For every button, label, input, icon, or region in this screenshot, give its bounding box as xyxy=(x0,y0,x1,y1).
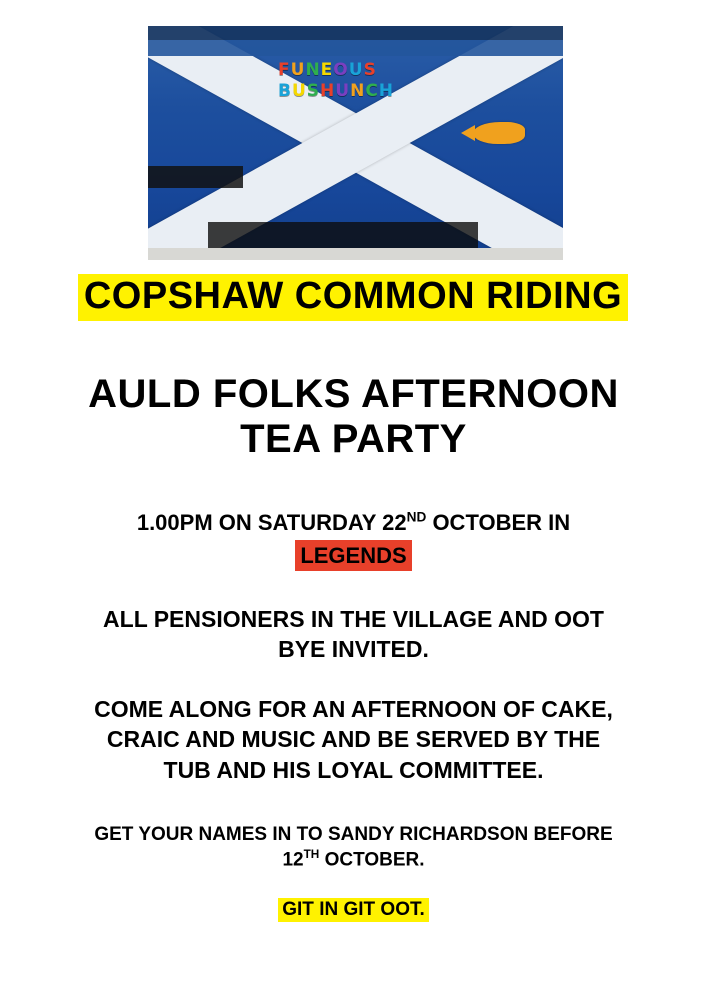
event-date-ordinal: ND xyxy=(406,509,427,525)
footer-slogan xyxy=(40,898,667,922)
description-paragraph-line-3: TUB AND HIS LOYAL COMMITTEE. xyxy=(163,756,544,783)
fish-icon xyxy=(473,122,525,144)
headline-line-2: TEA PARTY xyxy=(240,416,467,461)
description-paragraph-line-2: CRAIC AND MUSIC AND BE SERVED BY THE xyxy=(106,726,601,753)
rsvp-deadline-ordinal: TH xyxy=(303,848,320,862)
rsvp-paragraph-line-2 xyxy=(40,847,667,872)
photo-dark-bar-left xyxy=(148,166,243,188)
saltire-flag-photo xyxy=(148,26,563,260)
banner-letters: FUNEOUS BUSHUNCH xyxy=(278,60,395,101)
headline xyxy=(40,372,667,462)
event-time-prefix: 1.00PM ON SATURDAY 22 xyxy=(136,510,407,535)
page-title xyxy=(44,274,662,321)
headline-line-1: AULD FOLKS AFTERNOON xyxy=(88,372,619,416)
description-paragraph xyxy=(40,694,667,785)
photo-top-shadow xyxy=(148,26,563,40)
rsvp-paragraph xyxy=(40,822,667,872)
event-time-suffix: OCTOBER IN xyxy=(426,510,571,535)
event-venue: LEGENDS xyxy=(295,540,411,572)
invite-paragraph-line-2: BYE INVITED. xyxy=(278,636,429,663)
footer-slogan-text: GIT IN GIT OOT. xyxy=(278,898,429,922)
page-title-text: COPSHAW COMMON RIDING xyxy=(78,274,628,321)
rsvp-deadline-day: 12 xyxy=(282,849,304,871)
invite-paragraph xyxy=(40,604,667,665)
rsvp-paragraph-line-1: GET YOUR NAMES IN TO SANDY RICHARDSON BEFORE xyxy=(94,824,613,845)
event-time-line xyxy=(40,508,667,571)
description-paragraph-line-1: COME ALONG FOR AN AFTERNOON OF CAKE, xyxy=(94,696,613,722)
rsvp-deadline-month: OCTOBER. xyxy=(319,849,425,871)
photo-bottom-edge xyxy=(148,248,563,260)
invite-paragraph-line-1: ALL PENSIONERS IN THE VILLAGE AND OOT xyxy=(103,606,604,632)
